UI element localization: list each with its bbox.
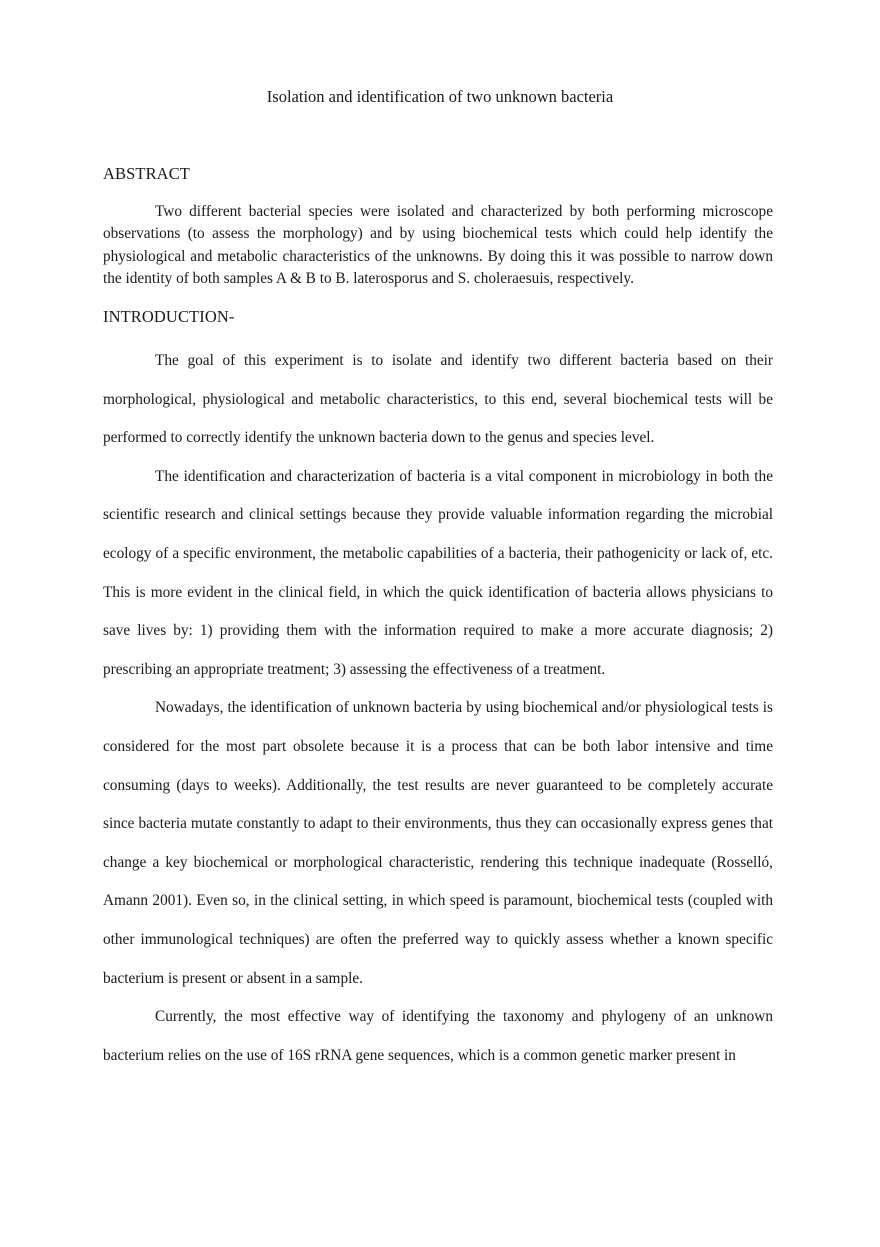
abstract-section [103,201,773,291]
introduction-section [103,342,773,1075]
introduction-paragraph-4: Currently, the most effective way of identifying the taxonomy and phylogeny of an unknown bacterium relies on the use of 16S rRNA gene sequences, which is a common genetic marker present in [103,1008,773,1064]
introduction-paragraph-2: The identification and characterization of bacteria is a vital component in microbiology in both the scientific research and clinical settings because they provide valuable information regarding the microbial ecology of a specific environment, the metabolic capabilities of a bacteria, their pathogenicity or lack of, etc. This is more evident in the clinical field, in which the quick identification of bacteria allows physicians to save lives by: 1) providing them with the information required to make a more accurate diagnosis; 2) prescribing an appropriate treatment; 3) assessing the effectiveness of a treatment. [103,467,773,678]
abstract-heading: ABSTRACT [103,164,190,183]
document-title: Isolation and identification of two unknown bacteria [266,87,614,106]
abstract-paragraph: Two different bacterial species were isolated and characterized by both performing microscope observations (to assess the morphology) and by using biochemical tests which could help identify the physiological and metabolic characteristics of the unknowns. By doing this it was possible to narrow down the identity of both samples A & B to B. laterosporus and S. choleraesuis, respectively. [103,203,773,288]
introduction-paragraph-3: Nowadays, the identification of unknown bacteria by using biochemical and/or physiological tests is considered for the most part obsolete because it is a process that can be both labor intensive and time consuming (days to weeks). Additionally, the test results are never guaranteed to be completely accurate since bacteria mutate constantly to adapt to their environments, thus they can occasionally express genes that change a key biochemical or morphological characteristic, rendering this technique inadequate (Rosselló, Amann 2001). Even so, in the clinical setting, in which speed is paramount, biochemical tests (coupled with other immunological techniques) are often the preferred way to quickly assess whether a known specific bacterium is present or absent in a sample. [103,699,773,987]
introduction-paragraph-1: The goal of this experiment is to isolate and identify two different bacteria based on their morphological, physiological and metabolic characteristics, to this end, several biochemical tests will be performed to correctly identify the unknown bacteria down to the genus and species level. [103,352,773,447]
introduction-heading: INTRODUCTION- [103,307,235,326]
